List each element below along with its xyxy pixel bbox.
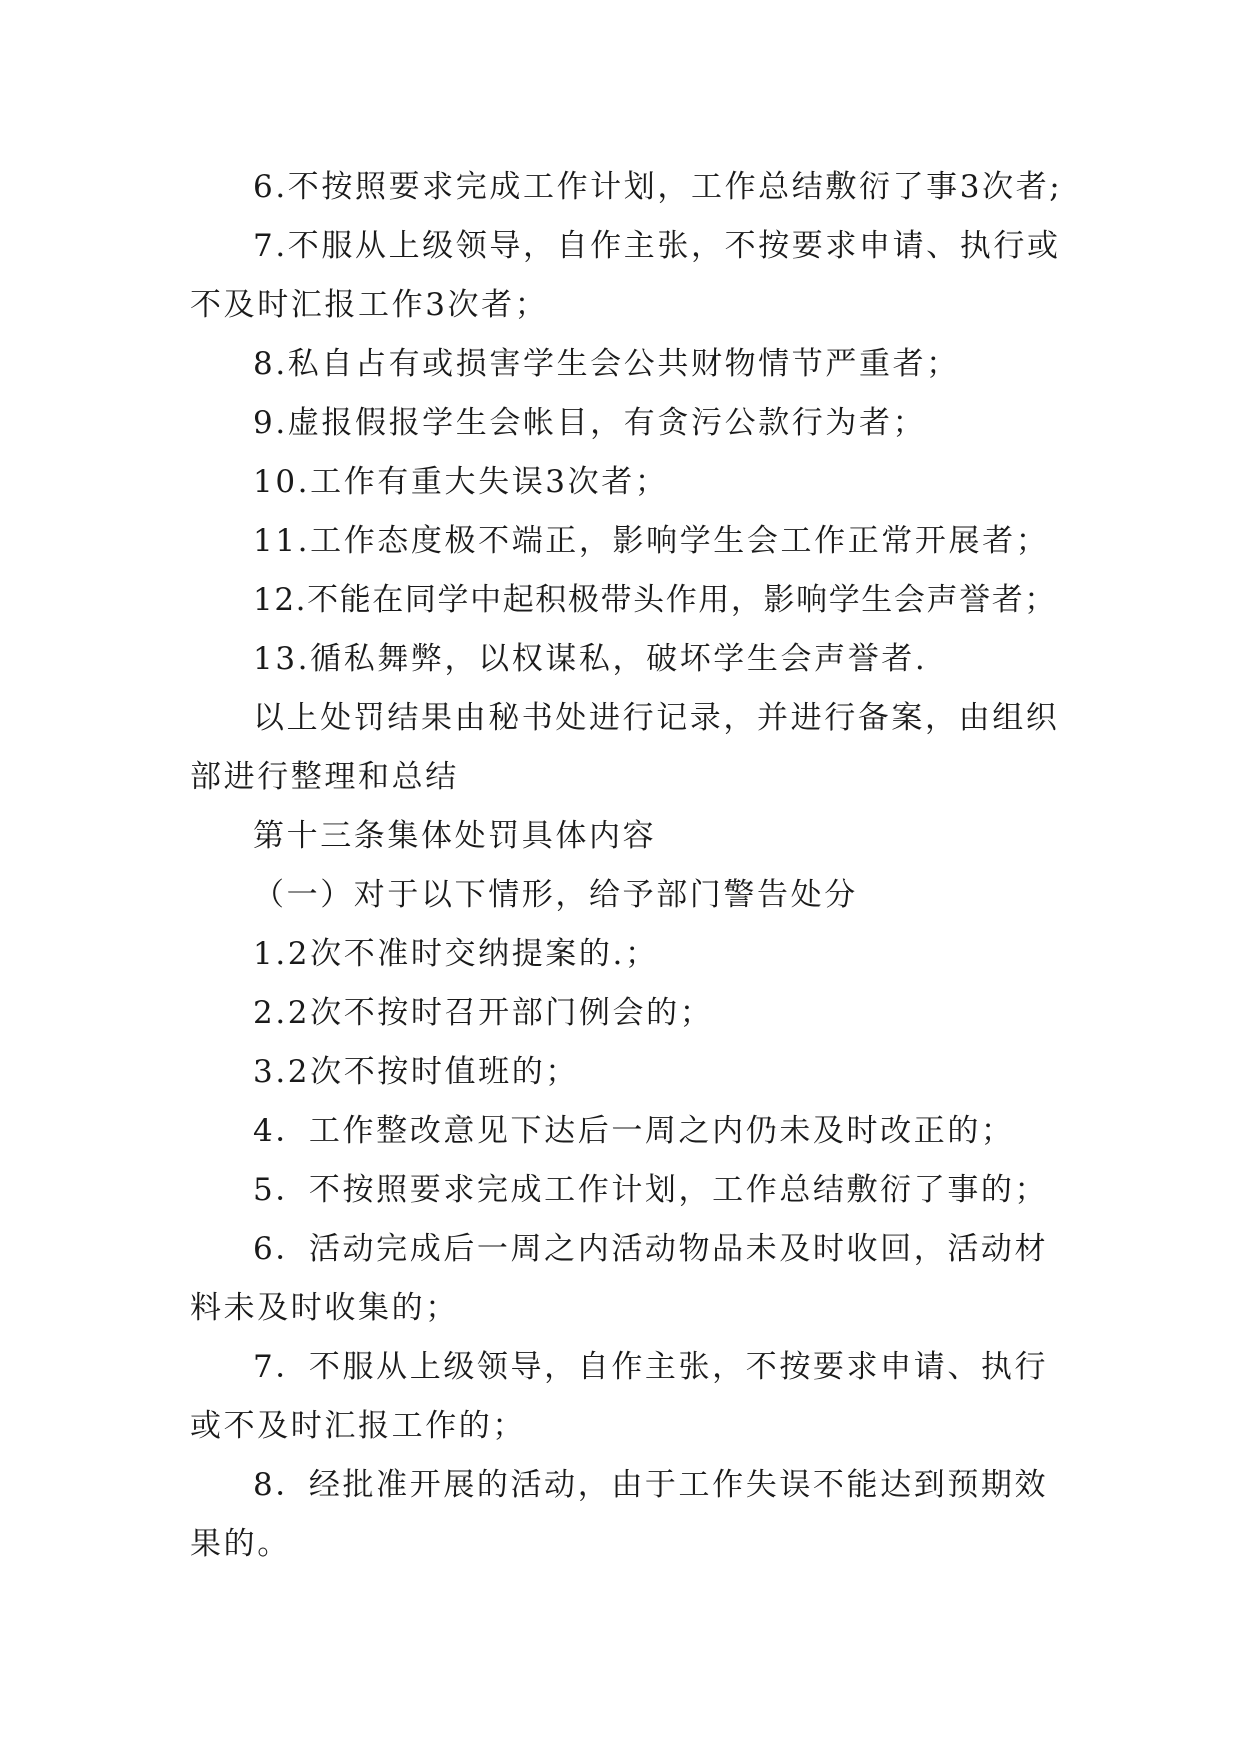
text-line: 12.不能在同学中起积极带头作用，影响学生会声誉者；: [253, 582, 1057, 618]
text-line: 8．经批准开展的活动，由于工作失误不能达到预期效: [253, 1467, 1049, 1503]
text-line: 7．不服从上级领导，自作主张，不按要求申请、执行: [253, 1349, 1049, 1385]
text-line: 7.不服从上级领导，自作主张，不按要求申请、执行或: [253, 228, 1061, 264]
text-line: 10.工作有重大失误3次者；: [253, 464, 669, 500]
text-line: 11.工作态度极不端正，影响学生会工作正常开展者；: [253, 523, 1050, 559]
text-line: 部进行整理和总结: [190, 759, 459, 795]
text-line: 3.2次不按时值班的；: [253, 1054, 579, 1090]
text-line: 5．不按照要求完成工作计划，工作总结敷衍了事的；: [253, 1172, 1049, 1208]
text-line: 1.2次不准时交纳提案的.；: [253, 936, 659, 972]
text-line: 4．工作整改意见下达后一周之内仍未及时改正的；: [253, 1113, 1015, 1149]
text-line: 13.循私舞弊，以权谋私，破坏学生会声誉者.: [253, 641, 928, 677]
text-line: （一）对于以下情形，给予部门警告处分: [253, 877, 858, 913]
text-line: 或不及时汇报工作的；: [190, 1408, 526, 1444]
text-line: 6．活动完成后一周之内活动物品未及时收回，活动材: [253, 1231, 1049, 1267]
text-line: 料未及时收集的；: [190, 1290, 459, 1326]
text-line: 9.虚报假报学生会帐目，有贪污公款行为者；: [253, 405, 927, 441]
text-line: 6.不按照要求完成工作计划，工作总结敷衍了事3次者;: [253, 169, 1063, 205]
text-line: 2.2次不按时召开部门例会的；: [253, 995, 714, 1031]
text-line: 不及时汇报工作3次者；: [190, 287, 549, 323]
text-line: 8.私自占有或损害学生会公共财物情节严重者；: [253, 346, 960, 382]
document-body: [190, 158, 1070, 1574]
text-line: 果的。: [190, 1526, 291, 1562]
section-heading: 第十三条集体处罚具体内容: [253, 818, 657, 854]
text-line: 以上处罚结果由秘书处进行记录，并进行备案，由组织: [253, 700, 1060, 736]
